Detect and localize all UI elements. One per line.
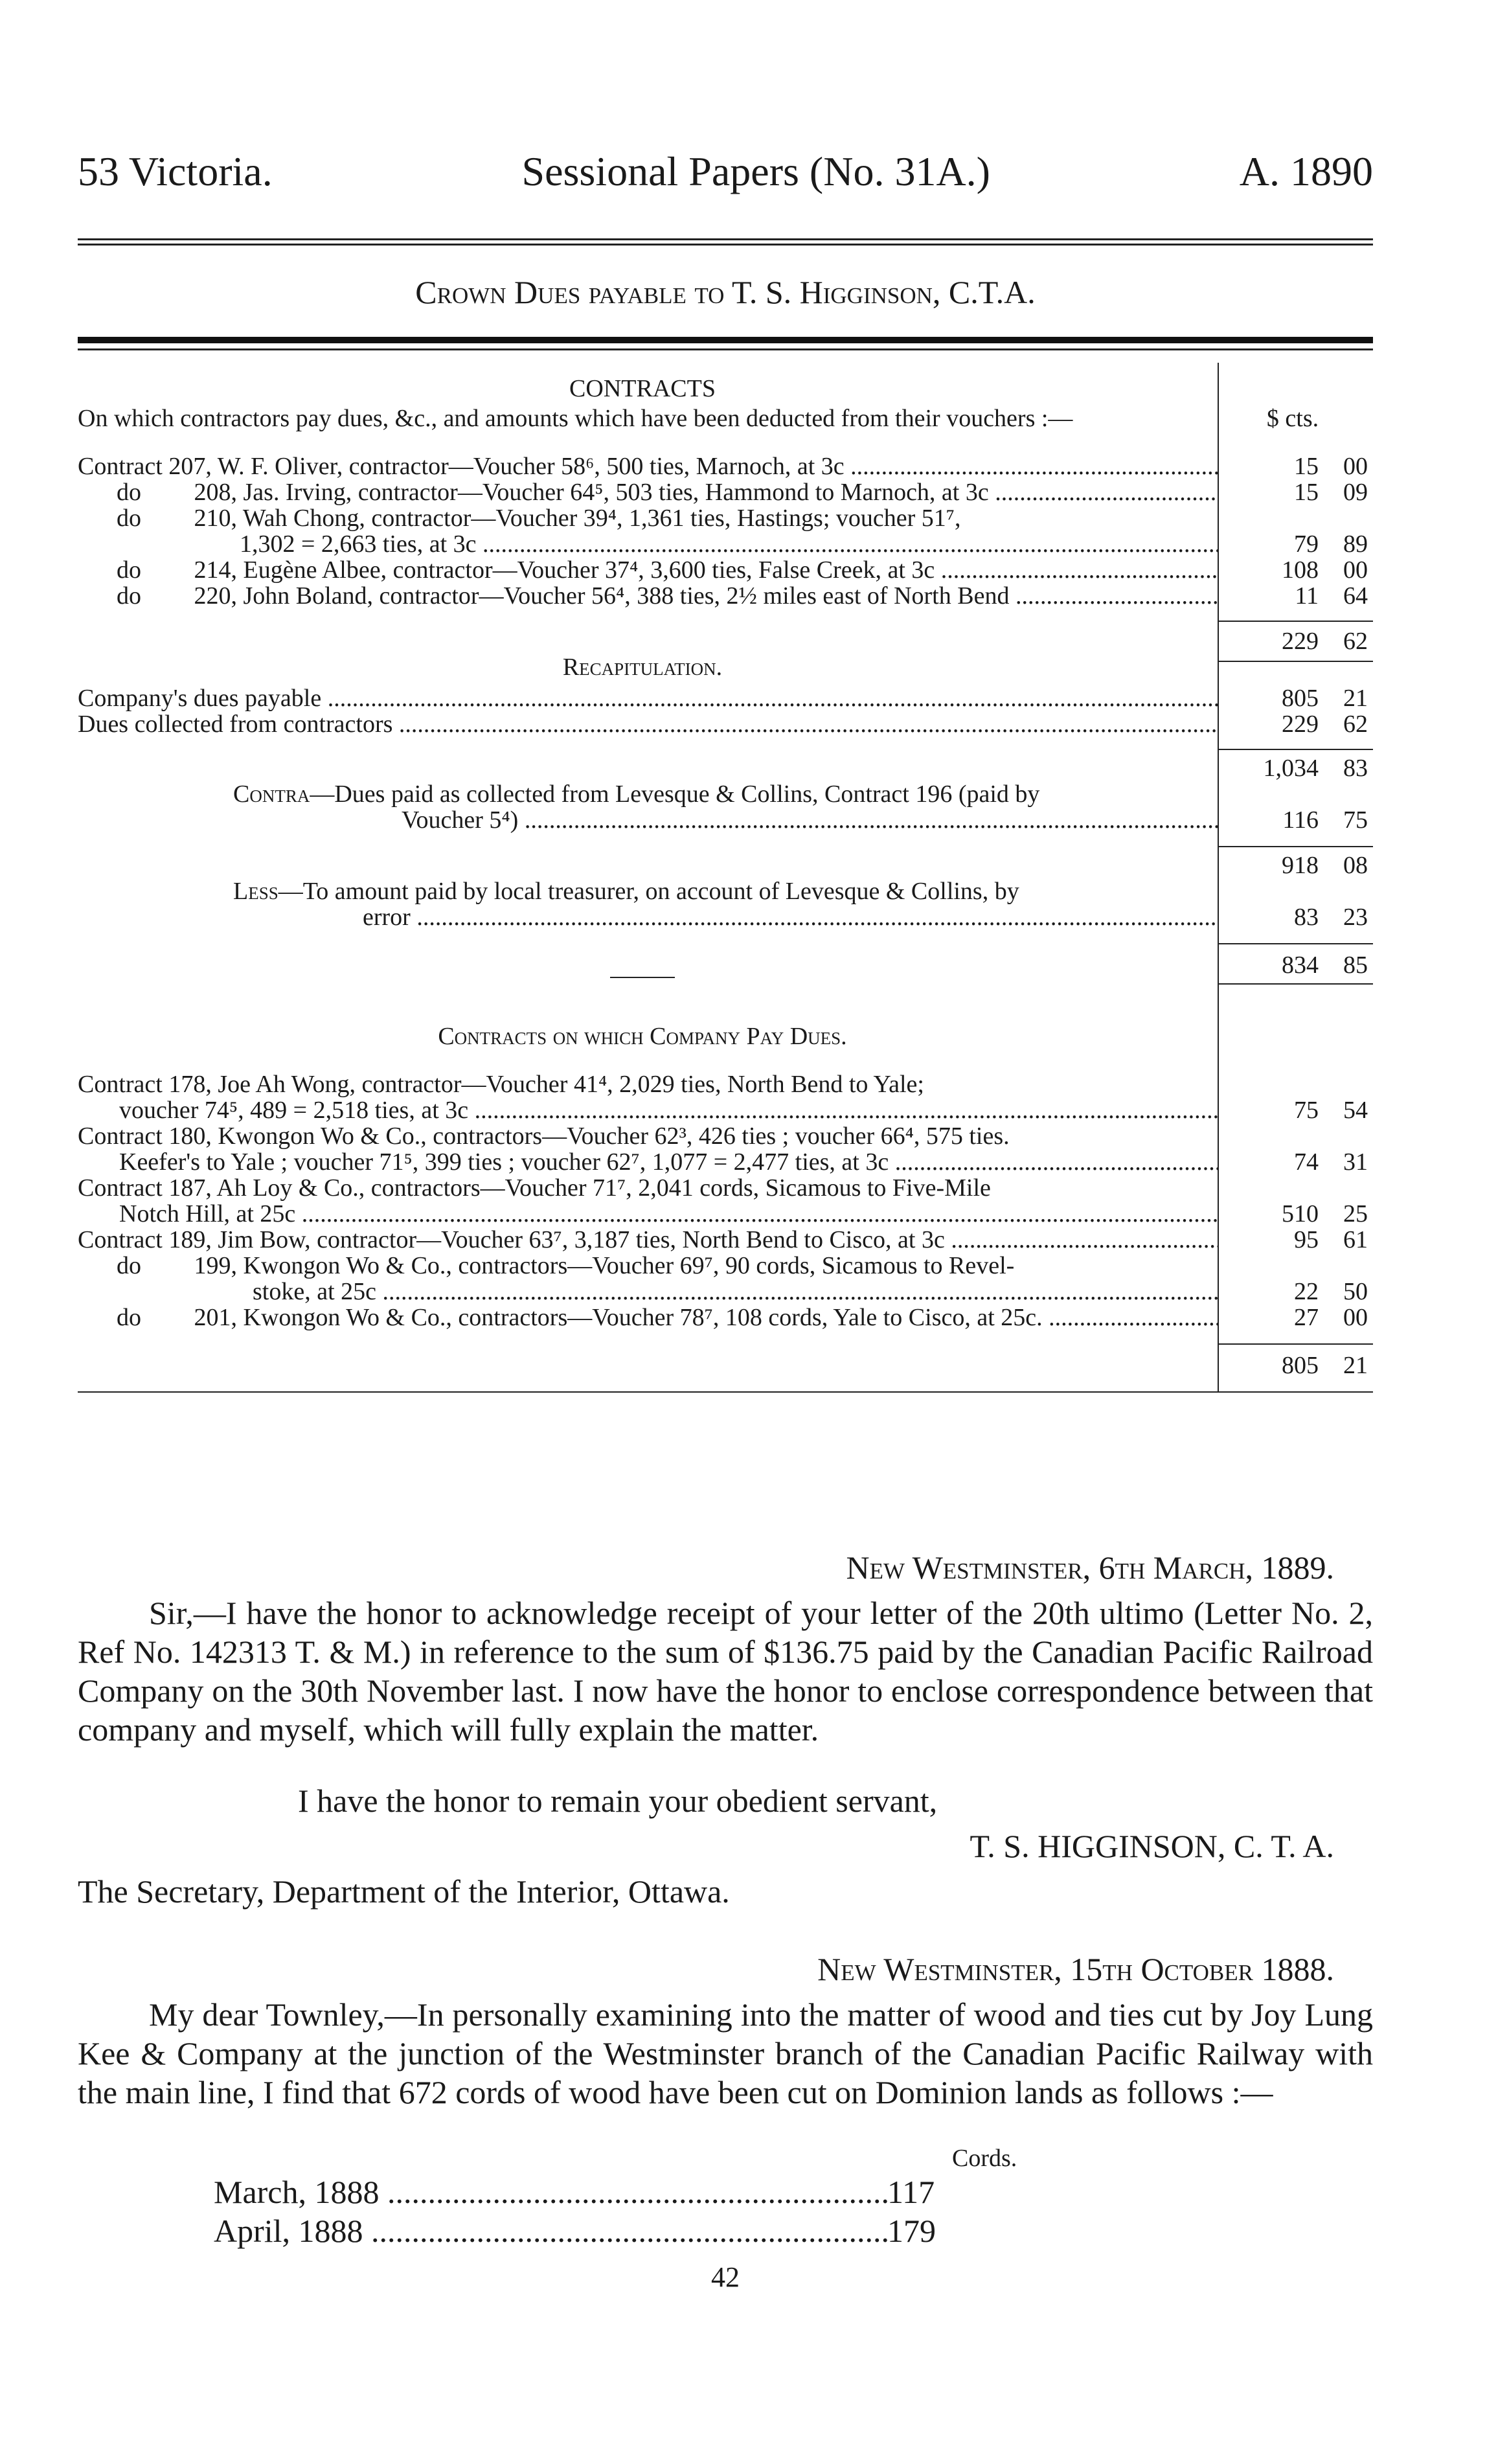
less-text: —To amount paid by local treasurer, on account of Levesque & Collins, by: [278, 878, 1019, 905]
amount-cell: [1218, 1305, 1373, 1330]
company-text: Contract 189, Jim Bow, contractor—Voucher 63⁷, 3,187 ties, North Bend to Cisco, at 3c: [78, 1227, 945, 1253]
letter1-closing: I have the honor to remain your obedient servant,: [298, 1783, 938, 1819]
letter2-dateline: New Westminster, 15th October 1888.: [817, 1951, 1334, 1987]
cords-row: [214, 2211, 991, 2250]
amount-cents: 61: [1343, 1226, 1368, 1253]
letter1-body: Sir,—I have the honor to acknowledge receipt of your letter of the 20th ultimo (Letter No. 2, Ref No. 142313 T. & M.) in reference to the sum of $136.75 paid by the Canadian Pacific Railroad Company on the 30th November last. I now have the honor to enclose correspondence between that company and myself, which will fully explain the matter.: [78, 1595, 1373, 1748]
amount-cell: [1218, 453, 1373, 479]
subtotal1-dollars: 1,034: [1263, 755, 1319, 782]
contract-label: Contract 207,: [78, 453, 212, 479]
contract-desc: [78, 479, 1218, 505]
amount-cell: [1218, 479, 1373, 505]
recap-rows: [78, 685, 1373, 737]
currency-label: $ cts.: [1266, 405, 1319, 432]
company-line1: [78, 1253, 1218, 1279]
company-row-cont: [78, 1201, 1373, 1227]
amount-dollars: 79: [1294, 530, 1319, 558]
contra-dollars: 116: [1282, 806, 1319, 834]
company-line1: [78, 1123, 1218, 1149]
contract-row: [78, 557, 1373, 583]
contracts-intro-row: [78, 405, 1373, 431]
contract-text: 220, John Boland, contractor—Voucher 56⁴, 388 ties, 2½ miles east of North Bend: [194, 583, 1010, 609]
contracts-heading: CONTRACTS: [569, 375, 716, 402]
amount-cents: 25: [1343, 1200, 1368, 1227]
amount-dollars: 805: [1282, 685, 1319, 712]
less-dollars: 83: [1294, 904, 1319, 931]
title-rule: [78, 337, 1373, 343]
contract-label: do: [117, 505, 141, 532]
less-lead: Less: [233, 878, 278, 905]
less-cont-row: [78, 904, 1373, 930]
contract-label: do: [117, 557, 141, 583]
cords-month: March, 1888 .....: [214, 2173, 887, 2211]
amount-dollars: 11: [1295, 582, 1319, 610]
contract-desc: [78, 453, 1218, 479]
recap-text: Company's dues payable .....: [78, 685, 1218, 711]
contract-rows: [78, 453, 1373, 609]
amount-cell: [1218, 1201, 1373, 1227]
recap-row: [78, 711, 1373, 737]
contract-desc: [78, 505, 1218, 531]
header-papers: Sessional Papers (No. 31A.): [521, 148, 990, 194]
company-line1: [78, 1227, 1218, 1253]
contract-label: do: [117, 583, 141, 609]
amount-cell: [1218, 1149, 1373, 1175]
header-session: 53 Victoria.: [78, 148, 273, 194]
amount-cents: 09: [1343, 479, 1368, 506]
amount-cell: [1218, 583, 1373, 609]
contract-label: do: [117, 479, 141, 505]
company-line2: stoke, at 25c .....: [78, 1279, 1218, 1305]
cords-value: 179: [887, 2213, 936, 2249]
cords-header: Cords.: [952, 2145, 1017, 2172]
contract-desc: [78, 557, 1218, 583]
company-row: [78, 1253, 1373, 1279]
company-line2: voucher 74⁵, 489 = 2,518 ties, at 3c .....: [78, 1097, 1218, 1123]
amount-dollars: 74: [1294, 1148, 1319, 1176]
company-row: [78, 1071, 1373, 1097]
company-row: [78, 1305, 1373, 1330]
contract-text: 214, Eugène Albee, contractor—Voucher 37⁴, 3,600 ties, False Creek, at 3c: [194, 557, 935, 583]
contract-row: [78, 453, 1373, 479]
company-row-cont: [78, 1097, 1373, 1123]
amount-cell: [1218, 531, 1373, 557]
company-text: 199, Kwongon Wo & Co., contractors—Voucher 69⁷, 90 cords, Sicamous to Revel-: [194, 1252, 1015, 1279]
contract-row: [78, 479, 1373, 505]
amount-dollars: 229: [1282, 711, 1319, 738]
company-row: [78, 1227, 1373, 1253]
contracts-total-row: [78, 622, 1373, 654]
amount-cents: 89: [1343, 530, 1368, 558]
recap-heading: Recapitulation.: [562, 654, 723, 681]
amount-cents: 00: [1343, 1304, 1368, 1331]
less-row: [78, 878, 1373, 904]
amount-cents: 50: [1343, 1278, 1368, 1305]
contract-text: 210, Wah Chong, contractor—Voucher 39⁴, 1,361 ties, Hastings; voucher 51⁷,: [194, 505, 961, 532]
contra-lead: Contra: [233, 781, 310, 808]
title-rule-2: [78, 348, 1373, 350]
amount-cents: 31: [1343, 1148, 1368, 1176]
contract-row: [78, 505, 1373, 531]
company-line1: [78, 1305, 1218, 1330]
page-title: Crown Dues payable to T. S. Higginson, C.T.A.: [415, 274, 1036, 310]
letter1-signature: T. S. HIGGINSON, C. T. A.: [970, 1828, 1334, 1864]
company-text: Contract 178, Joe Ah Wong, contractor—Voucher 41⁴, 2,029 ties, North Bend to Yale;: [78, 1071, 924, 1098]
recap-row: [78, 685, 1373, 711]
ledger-end-rule: [78, 1391, 1373, 1393]
cords-row: [214, 2173, 991, 2211]
amount-dollars: 15: [1294, 453, 1319, 480]
amount-cents: 00: [1343, 453, 1368, 480]
cords-table: [214, 2144, 1017, 2250]
contracts-total-cents: 62: [1343, 628, 1368, 655]
amount-cents: 21: [1343, 685, 1368, 712]
company-heading-row: [78, 1010, 1373, 1049]
cords-month: April, 1888 .....: [214, 2211, 887, 2250]
amount-dollars: 95: [1294, 1226, 1319, 1253]
amount-dollars: 75: [1294, 1097, 1319, 1124]
amount-cents: 62: [1343, 711, 1368, 738]
contra-cents: 75: [1343, 806, 1368, 834]
header-rule-2: [78, 244, 1373, 245]
company-row: [78, 1175, 1373, 1201]
company-text: Contract 180, Kwongon Wo & Co., contractors—Voucher 62³, 426 ties ; voucher 66⁴, 575 ties.: [78, 1123, 1010, 1150]
amount-cell: [1218, 1097, 1373, 1123]
amount-cell: [1218, 557, 1373, 583]
running-header: [78, 148, 1373, 200]
contracts-intro: On which contractors pay dues, &c., and amounts which have been deducted from their vouchers :—: [78, 405, 1073, 432]
cords-rows: [214, 2173, 991, 2250]
amount-cell: [1218, 1279, 1373, 1305]
contra-cont: Voucher 5⁴) .....: [78, 807, 1218, 833]
document-page: [78, 0, 1373, 2464]
cords-value: 117: [887, 2174, 935, 2210]
contracts-total-dollars: 229: [1282, 628, 1319, 655]
company-label: do: [117, 1305, 141, 1330]
company-text: 201, Kwongon Wo & Co., contractors—Voucher 78⁷, 108 cords, Yale to Cisco, at 25c.: [194, 1305, 1043, 1330]
company-total-dollars: 805: [1282, 1352, 1319, 1379]
recap-subtotal2-row: [78, 847, 1373, 878]
company-row-cont: [78, 1149, 1373, 1175]
header-year: A. 1890: [1239, 148, 1373, 194]
contract-text: 208, Jas. Irving, contractor—Voucher 64⁵, 503 ties, Hammond to Marnoch, at 3c: [194, 479, 989, 505]
company-rows: [78, 1071, 1373, 1330]
less-cont: error .....: [78, 904, 1218, 930]
company-line1: [78, 1071, 1218, 1097]
amount-dollars: 27: [1294, 1304, 1319, 1331]
amount-dollars: 510: [1282, 1200, 1319, 1227]
company-total-cents: 21: [1343, 1352, 1368, 1379]
amount-cell: [1218, 711, 1373, 737]
short-rule: [610, 977, 675, 978]
contra-row: [78, 781, 1373, 807]
letter2-body: My dear Townley,—In personally examining into the matter of wood and ties cut by Joy Lung Kee & Company at the junction of the Westminster branch of the Canadian Pacific Railway with the main line, I find that 672 cords of wood have been cut on Dominion lands as follows :—: [78, 1996, 1373, 2110]
folio: 42: [711, 2261, 740, 2293]
recap-subtotal1-row: [78, 750, 1373, 781]
contract-cont: 1,302 = 2,663 ties, at 3c .....: [78, 531, 1218, 557]
amount-cents: 54: [1343, 1097, 1368, 1124]
company-total-row: [78, 1345, 1373, 1378]
recap-total-cents: 85: [1343, 952, 1368, 979]
less-cents: 23: [1343, 904, 1368, 931]
recap-heading-row: [78, 654, 1373, 680]
company-row: [78, 1123, 1373, 1149]
subtotal2-dollars: 918: [1282, 852, 1319, 879]
sum-rule: [1218, 983, 1373, 985]
header-rule: [78, 238, 1373, 240]
contra-cont-row: [78, 807, 1373, 833]
company-line2: Keefer's to Yale ; voucher 71⁵, 399 ties ; voucher 62⁷, 1,077 = 2,477 ties, at 3c .....: [78, 1149, 1218, 1175]
contracts-heading-row: [78, 363, 1373, 402]
amount-cents: 64: [1343, 582, 1368, 610]
amount-cell: [1218, 685, 1373, 711]
subtotal1-cents: 83: [1343, 755, 1368, 782]
company-row-cont: [78, 1279, 1373, 1305]
company-line2: Notch Hill, at 25c .....: [78, 1201, 1218, 1227]
company-label: do: [117, 1252, 141, 1279]
contract-text: W. F. Oliver, contractor—Voucher 58⁶, 500 ties, Marnoch, at 3c: [217, 453, 845, 479]
amount-dollars: 108: [1282, 556, 1319, 584]
letter1-addressee: The Secretary, Department of the Interior, Ottawa.: [78, 1873, 730, 1910]
recap-total-dollars: 834: [1282, 952, 1319, 979]
dues-ledger: [78, 363, 1373, 1393]
subtotal2-cents: 08: [1343, 852, 1368, 879]
amount-dollars: 22: [1294, 1278, 1319, 1305]
recap-text: Dues collected from contractors .....: [78, 711, 1218, 737]
recap-total-row: [78, 944, 1373, 978]
contract-desc: [78, 583, 1218, 609]
contra-text: —Dues paid as collected from Levesque & Collins, Contract 196 (paid by: [310, 781, 1040, 808]
amount-cents: 00: [1343, 556, 1368, 584]
contract-row: [78, 583, 1373, 609]
company-text: Contract 187, Ah Loy & Co., contractors—Voucher 71⁷, 2,041 cords, Sicamous to Five-Mile: [78, 1174, 991, 1202]
contract-row-cont: [78, 531, 1373, 557]
company-line1: [78, 1175, 1218, 1201]
amount-dollars: 15: [1294, 479, 1319, 506]
company-heading: Contracts on which Company Pay Dues.: [438, 1023, 847, 1050]
amount-cell: [1218, 1227, 1373, 1253]
letter1-dateline: New Westminster, 6th March, 1889.: [846, 1549, 1334, 1586]
